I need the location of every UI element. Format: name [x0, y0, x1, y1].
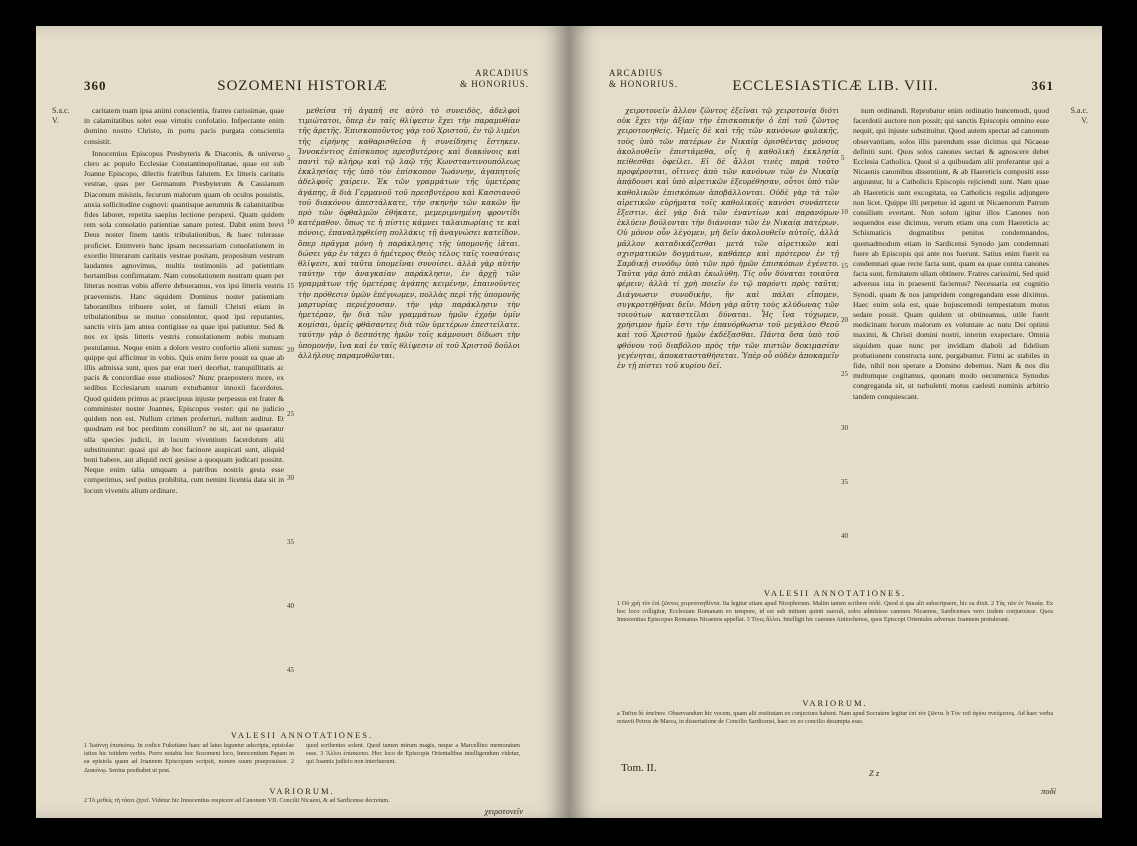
side-heading-line: & HONORIUS.	[459, 79, 529, 89]
line-number: 5	[841, 154, 845, 162]
line-number: 30	[841, 424, 848, 432]
latin-column	[853, 106, 1049, 584]
line-number: 10	[287, 218, 294, 226]
variorum-notes: a Ταῦτα δὲ ἀπεῖπον. Observandum hic vocem, quam alii restitutam ex conjectura habent. Nam apud Socratem legitur ἐπὶ τὸν ζῶντα. b Τὸν τοῦ ἀγίου πνεύματος. Ad haec verba notavit Petrus de Marca, in dissertatione de Concilio Sardicensi, haec ex eo concilio desumpta esse.	[617, 710, 1053, 726]
left-running-head	[76, 70, 529, 104]
line-number: 35	[287, 538, 294, 546]
side-heading	[460, 68, 529, 90]
margin-note	[1070, 106, 1088, 126]
line-number: 30	[287, 474, 294, 482]
variorum-heading: VARIORUM.	[802, 698, 868, 708]
line-number: 25	[841, 370, 848, 378]
line-number: 35	[841, 478, 848, 486]
paragraph: Innocentius Episcopus Presbyteris & Diaconis, & universo clero ac populo Ecclesiae Constantinopolitanae, quae est sub Joanne Episcopo, dilectis fratribus falutem. Ex litteris caritatis vestrae, quas per Germanum Presbyterum & Cassianum Diaconum misistis, fecurum malorum quam ob oculos posuistis, anxia sollicitudine cognovi: quantisque aerumnis & calamitatibus fides laboret, repetita saepius lectione perspexi. Quam quidem rem sola consolatio patientiae sanare potest. Dabit enim brevi Deus noster finem tantis tribulationibus, & haec tolerasse proficiet. Enimvero hanc ipsam necessariam consolationem in exordio litterarum caritatis vestrae positam, propositum vestrum laudantes agnovimus, multis testimoniis ad patientiam hortantibus confirmatam. Nam consolationem nostram quam per litteras nostras vobis afferre debueramus, vos ipsi litteris vestris praevenistis. Hanc siquidem Dominus noster patientiam laborantibus tribuere solet, ut famuli Christi etiam in tribulationibus se mutuo consolentur, quod ipsi reputantes, sanctis viris jam antea contigisse ea quae ipsi patiuntur. Sed & nos ex ipsis litteris vestris consolationem nobis mutuam postulamus. Neque enim a dolore vestro confortio alieni sumus: quippe qui afficimur in vobis. Quis enim ferre possit ea quae ab illis admissa sunt, quos par erat tueri decebat, tranquillitatis ac pacis & concordiae esse studiosos? Nunc praepostero more, ex sedibus Ecclesiarum suarum exturbantur innoxii facerdotes. Quod quidem primus ac praecipuus injuste perpessus est frater & comminister noster Joannes, Episcopus vester: qui ne judicio quidem non est. Nullum crimen proferturi, nullum auditur. Et quodnam est hoc perditum consilium? ne sit, aut ne quaeratur ulla species judicii, in locum viventium facerdotum alii substituuntur: quasi qui ab hoc facinore auspicati sunt, aliquid boni habere, aut aliquid recti gesisse a quoquam judicari possint. Neque enim talia umquam a patribus nostris gesta esse comperimus, sed potius prohibita, cum nemini licentia data sit in locum viventis alium ordinare.	[84, 148, 284, 495]
latin-column	[84, 106, 284, 726]
page-number: 360	[84, 78, 107, 93]
side-heading-line: ARCADIUS	[474, 68, 529, 78]
notes-heading: VALESII ANNOTATIONES.	[763, 588, 907, 598]
right-running-head	[609, 70, 1062, 104]
notes-column: quod scribentes solent. Quod tamen mirum magis, neque a Marcellino memoratum esse. 3 Ἄλλοι ἐπίσκοποι. Hoc loco de Episcopis Orientalibus intelligendum videtur, qui Joannis judicio non interfuerunt.	[306, 742, 520, 766]
catchword: χειροτονεῖν	[484, 806, 523, 816]
running-title: SOZOMENI HISTORIÆ	[217, 78, 388, 94]
right-page	[569, 26, 1102, 818]
paragraph: μεθείσα τῆ ἀγαπῆ σε αὐτὸ τὸ συνειδὸς, ἀδελφοὶ τιμιώτατοι, ὅπερ ἐν ταῖς θλίψεσιν ἔχει τὴν παραμυθίαν τῆς ἀρετῆς. Ἐπισκοποῦντος γὰρ τοῦ Χριστοῦ, ἐν τῷ λιμένι τῆς εἰρήνης καθαρισθεῖσα ἡ συνείδησις ἕστηκεν. Ἰννοκέντιος ἐπίσκοπος πρεσβυτέροις καὶ διακόνοις καὶ παντὶ τῷ κλήρῳ καὶ τῷ λαῷ τῆς Κωνσταντινουπόλεως ἐκκλησίας τῆς ὑπὸ τὸν ἐπίσκοπον Ἰωάννην, ἀγαπητοῖς ἀδελφοῖς χαίρειν. Ἐκ τῶν γραμμάτων τῆς ὑμετέρας ἀγάπης, ἃ διὰ Γερμανοῦ τοῦ πρεσβυτέρου καὶ Κασσιανοῦ τοῦ διακόνου ἀπεστάλκατε, τὴν σκηνὴν τῶν κακῶν ἣν πρὸ τῶν ὀφθαλμῶν ἐθήκατε, μεμεριμνημένη φροντίδι κατέμαθον. ὅπως τε ἡ πίστις κάμνει ταλαιπωρίαις τε καὶ πόνοις, ἐπαναληφθείσῃ πολλάκις τῇ ἀναγνώσει κατεῖδον. ὅπερ πρᾶγμα μόνη ἡ παράκλησις τῆς ὑπομονῆς ἰᾶται. δώσει γὰρ ἐν τάχει ὁ ἡμέτερος Θεὸς τέλος ταῖς τοσαύταις θλίψεσι, καὶ ταῦτα ὑπομεῖναι συνοίσει. ἀλλὰ γὰρ αὐτὴν ταύτην τὴν ἀναγκαίαν παράκλησιν, ἐν ἀρχῇ τῶν γραμμάτων τῆς ὑμετέρας ἀγάπης κειμένην, ἐπαινοῦντες τὴν πρόθεσιν ὑμῶν ἐπέγνωμεν, πολλὰς περὶ τῆς ὑπομονῆς μαρτυρίας περιέχουσαν. τὴν γὰρ παράκλησιν τὴν ἡμετέραν, ἣν διὰ τῶν γραμμάτων ἡμῶν ἐχρῆν ὑμῖν κομίσαι, ὑμεῖς φθάσαντες διὰ τῶν ὑμετέρων ἐπεστείλατε. ταύτην γὰρ ὁ δεσπότης ἡμῶν τοῖς κάμνουσι δίδωσι τὴν ὑπομονήν, ἵνα καὶ ἐν ταῖς θλίψεσιν οἱ τοῦ Χριστοῦ δοῦλοι ἀλλήλους παραμυθῶνται.	[298, 106, 520, 360]
line-number: 5	[287, 154, 291, 162]
paragraph: χειροτονεῖν ἄλλον ζῶντος ἐξεῖναι τῷ χειροτονίᾳ διότι οὐκ ἔχει τὴν ἀξίαν τὴν ἐπισκοπικὴν ὁ ἐπὶ τοῦ ζῶντος χειροτονηθείς. Ἡμεῖς δὲ καὶ τῆς τῶν κανόνων φυλακῆς, τοὺς ὑπὸ τῶν πατέρων ἐν Νικαίᾳ ὁρισθέντας μόνους ἀκολουθεῖν ἐπιστάμεθα, οἷς ἡ καθολικὴ ἐκκλησία πείθεσθαι ὀφείλει. Εἰ δὲ ἄλλοι τινὲς παρὰ τοῦτο προφέρονται, οἵτινες ἀπὸ τῶν κανόνων τῶν ἐν Νικαίᾳ ἀπᾴδουσι καὶ ὑπὸ αἱρετικῶν ἐξευρέθησαν, οὗτοι ὑπὸ τῶν καθολικῶν ἐπισκόπων ἀποβάλλονται. Οὐδὲ γὰρ τὰ τῶν αἱρετικῶν εὑρήματα τοῖς καθολικοῖς κανόσι συνάπτειν ἔξεστιν. ἀεὶ γὰρ διὰ τῶν ἐναντίων καὶ παρανόμων ἐκλύειν βούλονται τὴν διάνοιαν τῶν ἐν Νικαίᾳ πατέρων. Οὐ μόνον οὖν λέγομεν, μὴ δεῖν ἀκολουθεῖν αὐτοῖς, ἀλλὰ μᾶλλον καταδικάζεσθαι μετὰ τῶν αἱρετικῶν καὶ σχισματικῶν δογμάτων, καθάπερ καὶ πρότερον ἐν τῇ Σαρδικῇ συνόδῳ ὑπὸ τῶν πρὸ ἡμῶν ἐπισκόπων ἐγένετο. Ταῦτα γὰρ ἀπὸ πάλαι ἐκωλύθη. Τίς οὖν δύναται τοιαῦτα φέρειν; ἀλλὰ τί χρὴ ποιεῖν ἐν τῷ παρόντι πρὸς ταῦτα; Διάγνωσιν συνοδικὴν, ἣν καὶ πάλαι εἴπομεν, συγκροτηθῆναι δεῖν. Μόνη γὰρ αὕτη τοὺς κλύδωνας τῶν τοιούτων καταστεῖλαι δύναται. Ἧς ἵνα τύχωμεν, χρήσιμον ἡμῖν ἐστι τὴν ἐπανόρθωσιν τοῦ μεγάλου Θεοῦ καὶ τοῦ Χριστοῦ ἡμῶν ἐκδέξασθαι. Πάντα ὅσα ὑπὸ τοῦ φθόνου τοῦ διαβόλου πρὸς τὴν τῶν πιστῶν δοκιμασίαν γεγένηται, ἀποκατασταθήσεται. Ὑπὲρ οὗ οὐδὲν ἀποκαμεῖν ἐν τῇ πίστει τοῦ κυρίου δεῖ.	[617, 106, 839, 371]
line-number: 15	[841, 262, 848, 270]
line-number: 25	[287, 410, 294, 418]
catchword: ποδί	[1041, 786, 1056, 796]
line-number: 45	[287, 666, 294, 674]
margin-note-line: S.a.c.	[1070, 106, 1088, 115]
book-spread	[36, 26, 1102, 818]
margin-note-line: V.	[1081, 116, 1088, 125]
greek-column	[298, 106, 520, 726]
line-number: 10	[841, 208, 848, 216]
line-number: 40	[287, 602, 294, 610]
left-page	[36, 26, 569, 818]
margin-note	[52, 106, 70, 126]
notes-column: 1 Ἰωάννῃ ἐπισκόπῳ. In codice Fuketiano haec ad latus leguntur adscripta, epistolae istius hic totidem verbis. Porro notabis hoc Sozomeni loco, Innocentium Papam in ea epistola quam ad Joannem Episcopum scripsit, nomen suum praeposuisse. 2 Διακόνῳ. Senius posthabet ut post.	[84, 742, 294, 774]
line-number: 15	[287, 282, 294, 290]
side-heading-line: & HONORIUS.	[609, 79, 679, 89]
running-title: ECCLESIASTICÆ LIB. VIII.	[732, 78, 939, 94]
paragraph: num ordinandi. Reprobatur enim ordinatio huncemodi, quod facerdotii auctore non possit; qui sanctis Episcopis omnino esse nequit, qui injuste substituitur. Quod autem spectat ad canonum observantiam, solos illis parendum esse dicimus qui Nicaeae definiti sunt. Quos solos canones sectari & agnoscere debet Ecclesia Catholica. Quod si a quibusdam alii proferantur qui a Nicaenis canonibus dissentiunt, & ab Haereticis compositi esse arguuntur, hi a Catholicis Episcopis rejiciendi sunt. Nam quae ab Haereticis sunt excogitata, ea Catholicis regulis adjungere non licet. Quippe illi perpetuo id agunt ut Nicaenorum Patrum consilium evertant. Non solum igitur illos Canones non sequendos esse dicimus, verum etiam una cum Haereticis ac Schismaticis dogmatibus penitus condemnandos, quemadmodum etiam in Sardicensi Synodo jam condemnati fuere ab Episcopis qui ante nos fuerunt. Satius enim fuerit ea condemnari quae recte facta sunt, quam ea quae contra canones facta sunt, firmitatem ullam obtinere. Fratres carissimi, Sed quid adversus ista in praesenti faciemus? Necessaria est cognitio Synodi, quam & nos jampridem congregandam esse diximus. Haec enim sola est, quae hujuscemodi tempestatum motus sedare possit. Quam quidem ut obtineamus, utile fuerit medicinam horum malorum ex voluntate ac nutu Dei optimi maximi, & Christi domini nostri, interim exspectare. Omnia siquidem quae nunc per invidiam diaboli ad fidelium probationem constructa sunt, purgabuntur. Firmi ac stabiles in fide, nihil non sperare a Domino debemus. Nam & nos diu multumque cogitamus, quonam modo oecumenica Synodus congreganda sit, ut turbulenti motus caelesti numinis arbitrio tandem conquiescant.	[853, 106, 1049, 401]
line-number: 40	[841, 532, 848, 540]
variorum-heading: VARIORUM.	[269, 786, 335, 796]
line-number: 20	[287, 346, 294, 354]
notes-block: 1 Οὐ χρὴ τὸν ἐπὶ ζῶντος χειροτονηθέντα. Ita legitur etiam apud Nicephorum. Malim tamen scribere οὐδὲ. Quod si qua alii subscripsere, hic ea dixit. 2 Τὰς τῶν ἐν Νικαίᾳ. Ex hoc loco colligitur, Ecclesiam Romanam eo tempore, id est sub initium quinti saeculi, solos admisisse canones Nicaenos, Sardicenses vero iisdem conjunxisse. Quos Innocentius Episcopus Romanus Nicaenos appellat. 3 Τίνες ἄλλοι. Intelligit hic canones Antiochenos, quos Episcopi Orientales adversus Joannem protulerant.	[617, 600, 1053, 624]
side-heading-line: ARCADIUS	[609, 68, 664, 78]
volume-label: Tom. II.	[621, 762, 657, 774]
signature-mark: Z z	[869, 768, 880, 778]
page-number: 361	[1031, 78, 1054, 93]
greek-column	[617, 106, 839, 584]
line-number: 20	[841, 316, 848, 324]
margin-note-line: S.a.c.	[52, 106, 70, 115]
notes-heading: VALESII ANNOTATIONES.	[230, 730, 374, 740]
variorum-notes: 2 Τὸ μεθεὶς τῆ τάσει ζητεῖ. Videtur hic Innocentius respicere ad Canonem VII. Concilii Nicaeni, & ad Sardicense decretum.	[84, 797, 390, 804]
margin-note-line: V.	[52, 116, 59, 125]
paragraph: caritatem tuam ipsa animi conscientia, fratres carissimae, quae in calamitatibus solet esse virtutis confolatio. Infpectante enim domino nostro Christo, in portu pacis purgata conscientia consistit.	[84, 106, 284, 146]
